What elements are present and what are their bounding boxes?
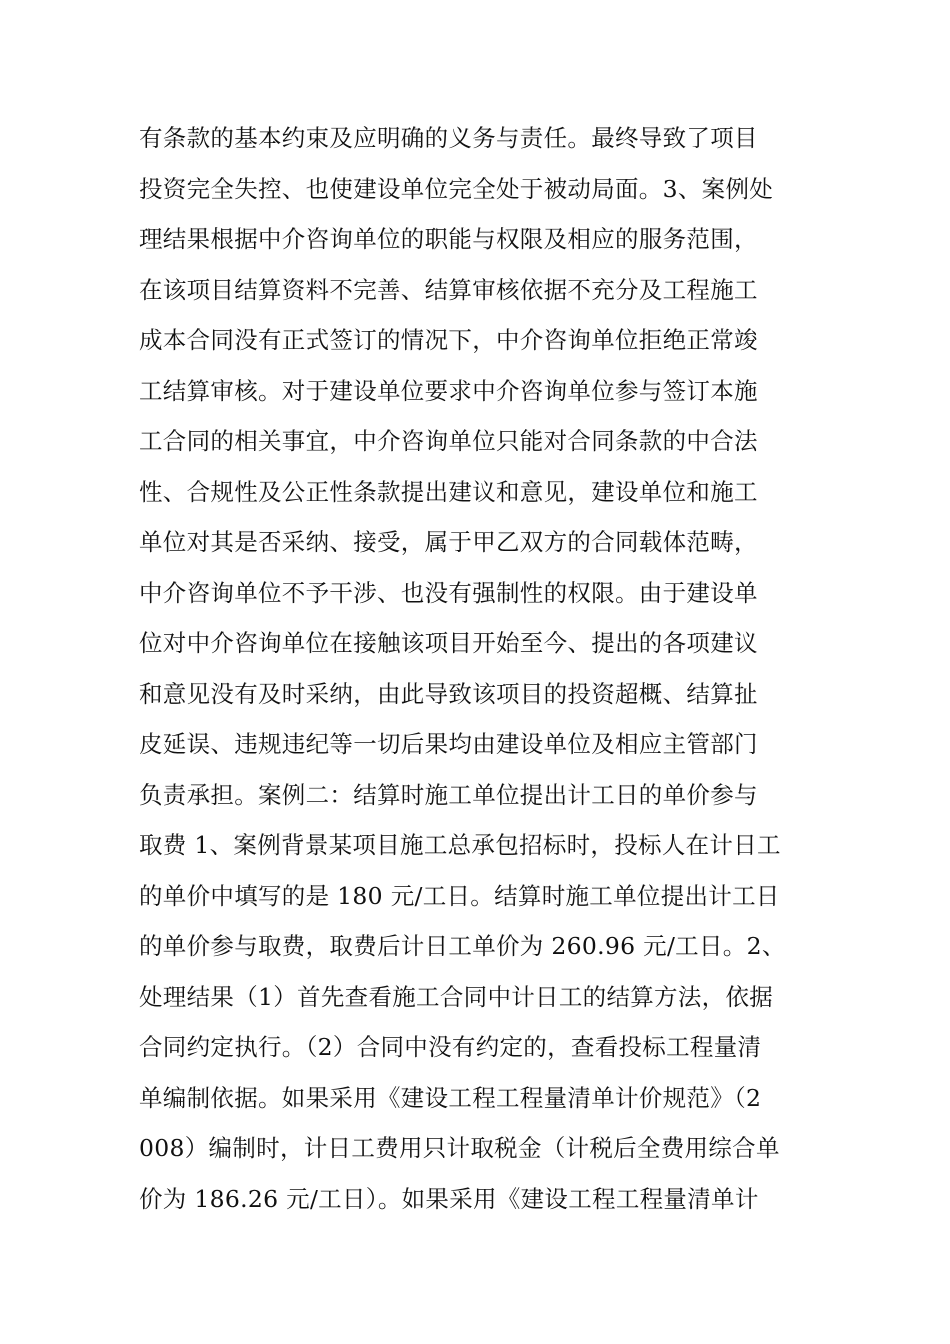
text-line: 性、合规性及公正性条款提出建议和意见，建设单位和施工	[139, 477, 758, 506]
text-line: 位对中介咨询单位在接触该项目开始至今、提出的各项建议	[139, 629, 758, 657]
text-line: 工合同的相关事宜，中介咨询单位只能对合同条款的中合法	[139, 427, 758, 455]
body-text	[139, 113, 829, 1224]
text-line: 中介咨询单位不予干涉、也没有强制性的权限。由于建设单	[139, 578, 758, 607]
text-line: 单编制依据。如果采用《建设工程工程量清单计价规范》（2	[139, 1083, 762, 1112]
text-line: 成本合同没有正式签订的情况下，中介咨询单位拒绝正常竣	[139, 326, 758, 354]
text-line: 合同约定执行。（2）合同中没有约定的，查看投标工程量清	[139, 1033, 762, 1061]
text-line: 的单价参与取费，取费后计日工单价为 260.96 元/工日。2、	[139, 932, 786, 960]
text-line: 在该项目结算资料不完善、结算审核依据不充分及工程施工	[139, 275, 758, 304]
text-line: 理结果根据中介咨询单位的职能与权限及相应的服务范围，	[139, 225, 758, 253]
text-line: 负责承担。案例二：结算时施工单位提出计工日的单价参与	[139, 780, 758, 809]
text-line: 处理结果（1）首先查看施工合同中计日工的结算方法，依据	[139, 982, 774, 1011]
text-line: 008）编制时，计日工费用只计取税金（计税后全费用综合单	[139, 1134, 780, 1162]
text-line: 皮延误、违规违纪等一切后果均由建设单位及相应主管部门	[139, 730, 758, 758]
text-line: 投资完全失控、也使建设单位完全处于被动局面。3、案例处	[139, 174, 774, 203]
text-line: 单位对其是否采纳、接受，属于甲乙双方的合同载体范畴，	[139, 528, 758, 556]
text-line: 取费 1、案例背景某项目施工总承包招标时，投标人在计日工	[139, 831, 781, 859]
text-line: 和意见没有及时采纳，由此导致该项目的投资超概、结算扯	[139, 679, 758, 708]
text-line: 有条款的基本约束及应明确的义务与责任。最终导致了项目	[139, 124, 758, 152]
text-line: 价为 186.26 元/工日）。如果采用《建设工程工程量清单计	[139, 1184, 759, 1213]
text-line: 的单价中填写的是 180 元/工日。结算时施工单位提出计工日	[139, 881, 780, 910]
text-line: 工结算审核。对于建设单位要求中介咨询单位参与签订本施	[139, 376, 758, 405]
